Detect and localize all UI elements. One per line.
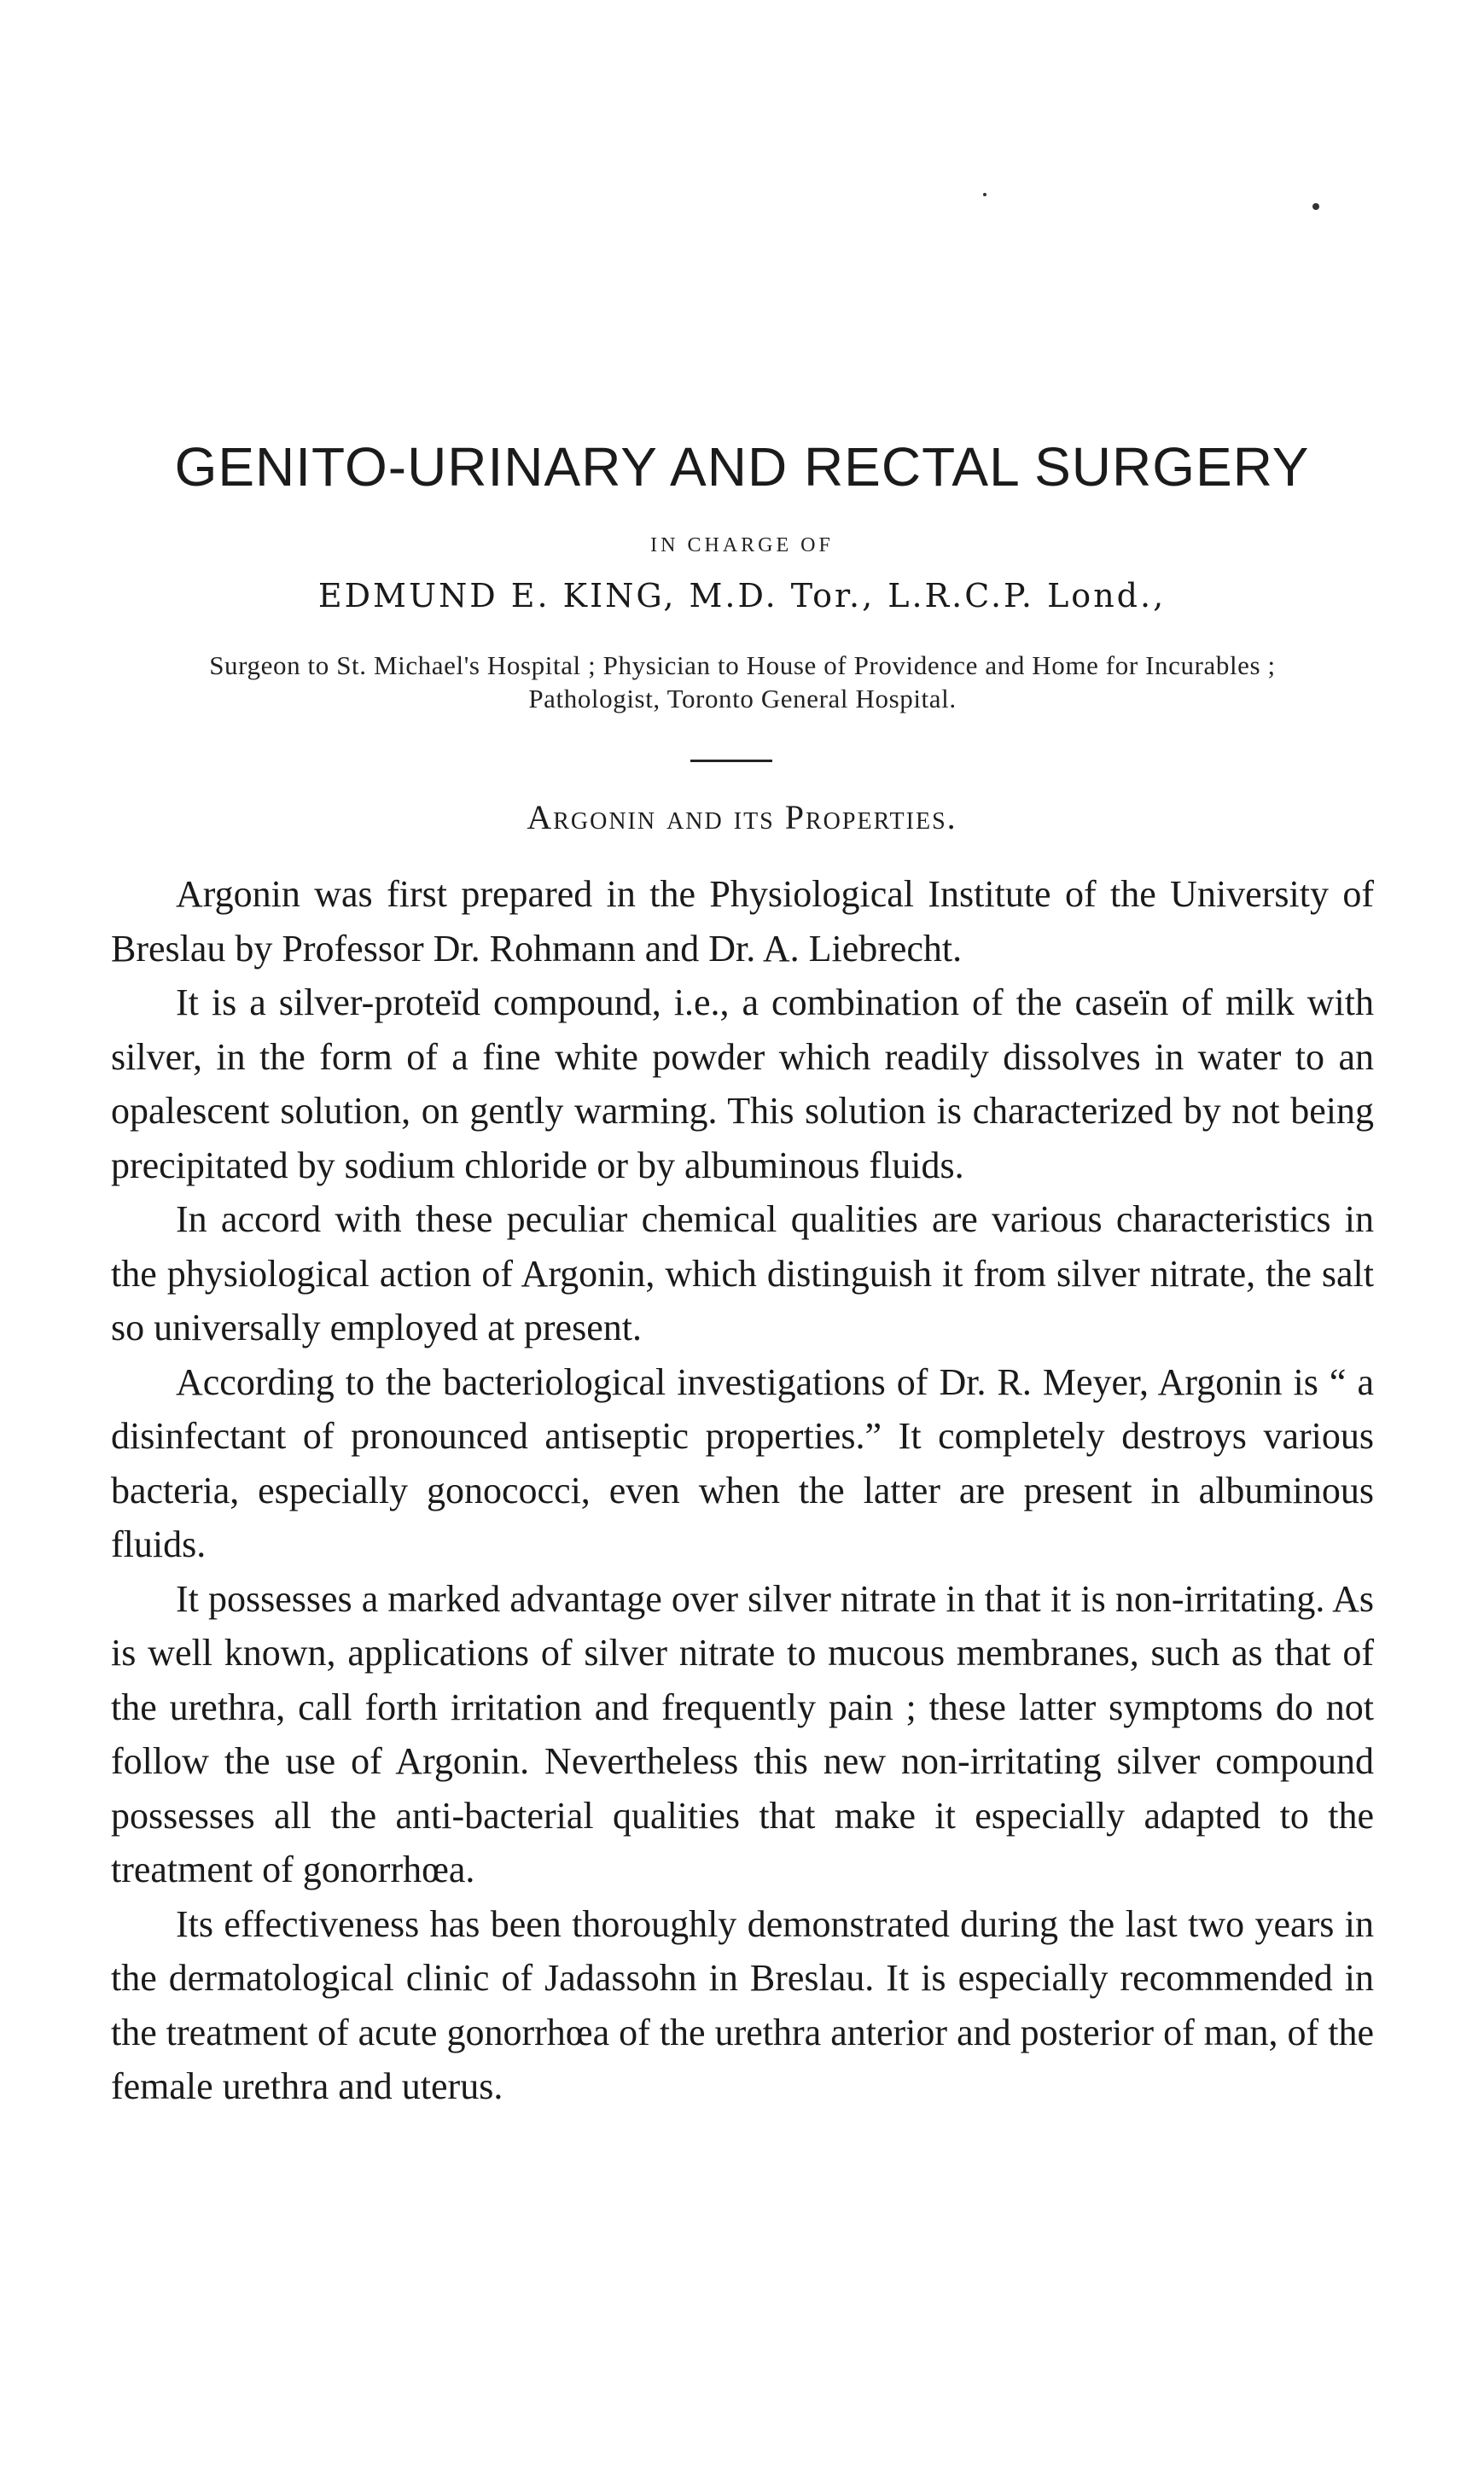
paragraph: Argonin was first prepared in the Physiological Institute of the University of Breslau by Professor Dr. Rohmann and Dr. A. Liebrecht. (111, 873, 1374, 970)
in-charge-of-label: IN CHARGE OF (650, 534, 834, 556)
author-line: EDMUND E. KING, M.D. Tor., L.R.C.P. Lond., (317, 577, 1167, 614)
paragraph: Its effectiveness has been thoroughly demonstrated during the last two years in the dermatological clinic of Jadassohn in Breslau. It is especially recommended in the treatment of acute gonorrhœa of the urethra anterior and posterior of man, of the female urethra and uterus. (111, 1902, 1374, 2107)
paragraph: According to the bacteriological investigations of Dr. R. Meyer, Argonin is “ a disinfectant of pronounced antiseptic properties.” It completely destroys various bacteria, especially gonococci, even when the latter are present in albuminous fluids. (111, 1360, 1374, 1565)
article-body (111, 867, 1374, 2114)
paragraph: It possesses a marked advantage over silver nitrate in that it is non-irritating. As is well known, applications of silver nitrate to mucous membranes, such as that of the urethra, call forth irritation and frequently pain ; these latter symptoms do not follow the use of Argonin. Nevertheless this new non-irritating silver compound possesses all the anti-bacterial qualities that make it especially adapted to the treatment of gonorrhœa. (111, 1577, 1374, 1890)
section-title: GENITO-URINARY AND RECTAL SURGERY (174, 436, 1310, 498)
article-heading: Argonin and its Properties. (527, 798, 957, 836)
paragraph: It is a silver-proteïd compound, i.e., a combination of the caseïn of milk with silver, in the form of a fine white powder which readily dissolves in water to an opalescent solution, on gently warming. This solution is characterized by not being precipitated by sodium chloride or by albuminous fluids. (111, 981, 1374, 1186)
author-affiliation: Surgeon to St. Michael's Hospital ; Physician to House of Providence and Home for Incurables ; Pathologist, Toronto General Hospital. (209, 650, 1276, 713)
ink-speck (1312, 203, 1319, 210)
ink-speck (983, 193, 986, 196)
divider-rule (690, 760, 772, 762)
paragraph: In accord with these peculiar chemical qualities are various characteristics in the physiological action of Argonin, which distinguish it from silver nitrate, the salt so universally employed at present. (111, 1198, 1374, 1348)
